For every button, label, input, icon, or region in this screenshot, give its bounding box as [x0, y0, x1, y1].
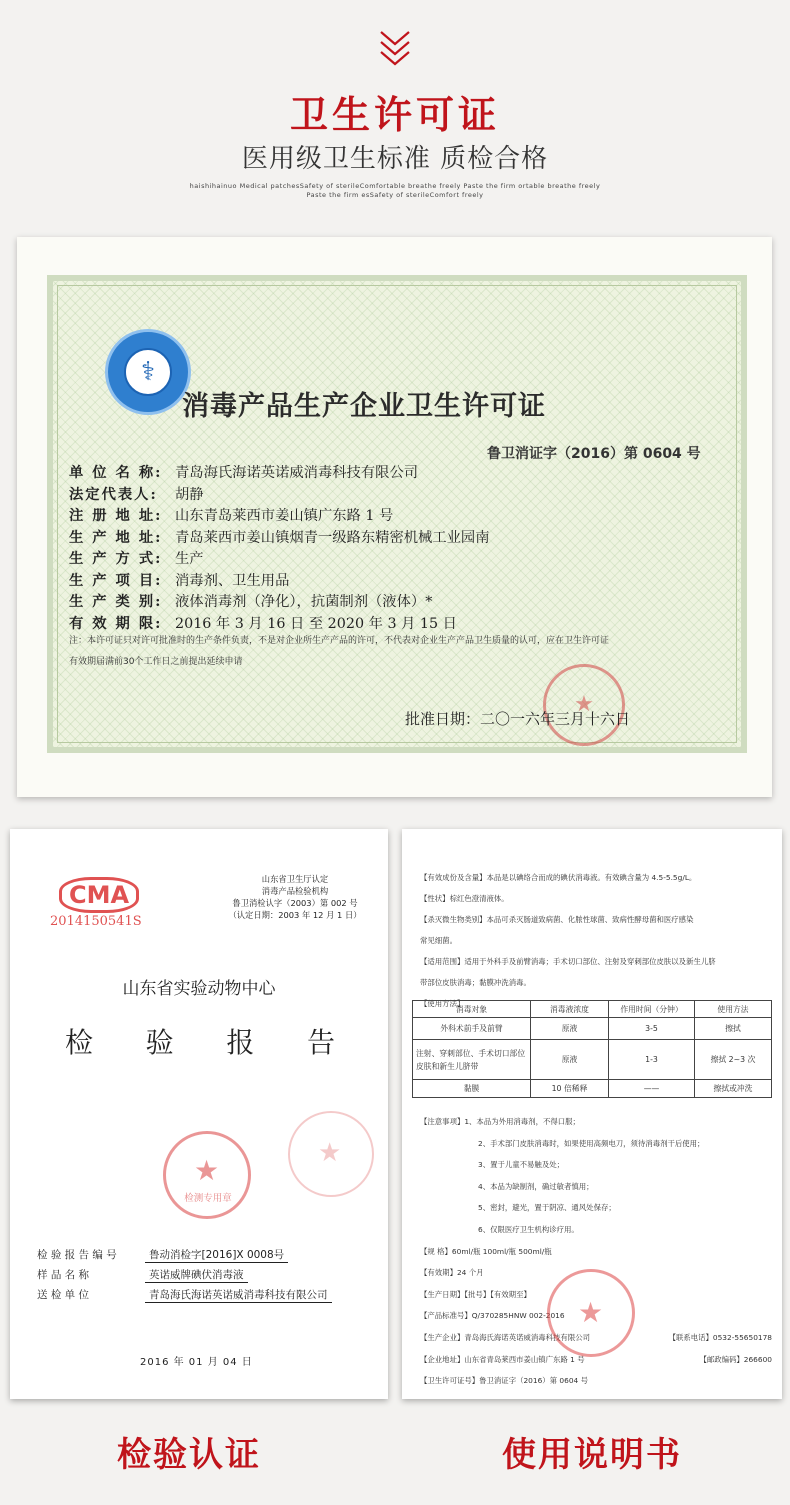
table-header: 消毒液浓度 [531, 1001, 609, 1018]
table-header: 使用方法 [695, 1001, 772, 1018]
authority-line: （认定日期：2003 年 12 月 1 日） [228, 910, 362, 920]
field-label: 样 品 名 称 [37, 1269, 90, 1281]
report-title-char: 报 [226, 1026, 255, 1059]
manual-line: 【杀灭微生物类别】本品可杀灭肠道致病菌、化脓性球菌、致病性酵母菌和医疗感染 [420, 915, 694, 924]
note-item: 6、仅限医疗卫生机构诊疗用。 [478, 1224, 579, 1234]
table-cell: 黏膜 [413, 1080, 531, 1098]
field-label: 有 效 期 限: [69, 615, 163, 632]
table-cell: 擦拭 [695, 1018, 772, 1040]
table-row [413, 1018, 772, 1040]
inspection-seal-icon [163, 1131, 251, 1219]
report-title [65, 1021, 335, 1061]
field-label: 检 验 报 告 编 号 [37, 1249, 117, 1261]
license-field [69, 570, 490, 592]
table-cell: 1-3 [609, 1040, 695, 1080]
field-label: 注 册 地 址: [69, 508, 163, 524]
table-header-row [413, 1001, 772, 1018]
report-title-char: 告 [306, 1026, 335, 1059]
instruction-manual [402, 829, 782, 1399]
license-field [69, 527, 490, 549]
testing-center-name: 山东省实验动物中心 [122, 979, 276, 999]
field-value: 青岛海氏海诺英诺威消毒科技有限公司 [145, 1288, 332, 1303]
authority-line: 消毒产品检验机构 [261, 886, 329, 896]
license-note [69, 631, 729, 673]
field-value: 鲁动消检字[2016]X 0008号 [145, 1248, 288, 1263]
table-cell: 擦拭 2~3 次 [695, 1040, 772, 1080]
caption-inspection: 检验认证 [117, 1435, 261, 1475]
authority-line: 山东省卫生厅认定 [261, 874, 329, 884]
notes-label: 【注意事项】1、本品为外用消毒剂，不得口服； [420, 1117, 580, 1126]
field-label: 生 产 地 址: [69, 529, 163, 546]
contact-phone: 【联系电话】0532-55650178 [668, 1332, 772, 1342]
manual-line: 【使用方法】 [420, 999, 465, 1008]
caption-manual: 使用说明书 [502, 1435, 682, 1475]
field-value: 山东青岛莱西市姜山镇广东路 1 号 [175, 508, 394, 524]
approval-date: 批准日期：二〇一六年三月十六日 [405, 710, 631, 728]
manufacturer: 【生产企业】青岛海氏海诺英诺威消毒科技有限公司 [420, 1332, 590, 1342]
table-row [413, 1080, 772, 1098]
authority-block [215, 873, 375, 921]
company-seal-icon [547, 1269, 635, 1357]
company-address: 【企业地址】山东省青岛莱西市姜山镇广东路 1 号 [420, 1354, 585, 1364]
license-field [69, 548, 490, 570]
english-tagline [150, 182, 640, 200]
star-icon: ★ [194, 1154, 220, 1187]
english-tagline-line1: haishihainuo Medical patchesSafety of sterileComfortable breathe freely Paste the firm ortable breathe freely [189, 182, 601, 190]
table-header: 消毒对象 [413, 1001, 531, 1018]
star-icon: ★ [578, 1296, 604, 1329]
postcode: 【邮政编码】266600 [699, 1354, 772, 1364]
inspection-report [10, 829, 388, 1399]
authority-line: 鲁卫消检认字（2003）第 002 号 [232, 898, 358, 908]
table-cell: 原液 [531, 1018, 609, 1040]
official-seal-icon: ★ [543, 664, 625, 746]
manual-line: 【卫生许可证号】鲁卫消证字（2016）第 0604 号 [420, 1376, 588, 1386]
manual-top-text [420, 867, 772, 1014]
manual-line: 【有效成份及含量】本品是以碘络合而成的碘伏消毒液。有效碘含量为 4.5-5.5g/L。 [420, 873, 697, 882]
table-header: 作用时间（分钟） [609, 1001, 695, 1018]
manual-line: 【有效期】24 个月 [420, 1268, 484, 1278]
field-value: 消毒剂、卫生用品 [175, 572, 290, 589]
report-field [37, 1287, 332, 1307]
chevron-down-icon [379, 28, 411, 68]
field-value: 液体消毒剂（净化），抗菌制剂（液体）* [175, 594, 433, 610]
note-item: 3、置于儿童不易触及处； [478, 1160, 565, 1170]
report-field [37, 1267, 332, 1287]
table-cell: 原液 [531, 1040, 609, 1080]
report-field [37, 1247, 332, 1267]
field-value: 青岛莱西市姜山镇烟青一级路东精密机械工业园南 [175, 529, 490, 546]
field-label: 生 产 项 目: [69, 572, 163, 589]
star-icon: ★ [318, 1138, 342, 1168]
report-title-char: 验 [145, 1026, 174, 1059]
manual-line: 【产品标准号】Q/370285HNW 002-2016 [420, 1311, 565, 1321]
faint-seal-icon [288, 1111, 374, 1197]
manual-line: 【规 格】60ml/瓶 100ml/瓶 500ml/瓶 [420, 1246, 552, 1256]
note-item: 2、手术部门皮肤消毒时，如果使用高频电刀，须待消毒剂干后使用； [478, 1138, 705, 1148]
field-value: 英诺威牌碘伏消毒液 [145, 1268, 248, 1283]
table-cell: 外科术前手及前臂 [413, 1018, 531, 1040]
cma-mark: CMA [59, 877, 139, 913]
manual-line: 【生产日期】【批号】【有效期至】 [420, 1289, 531, 1299]
manual-line: 常见细菌。 [420, 936, 457, 945]
report-fields [37, 1247, 332, 1307]
manual-line: 带部位皮肤消毒；黏膜冲洗消毒。 [420, 978, 531, 987]
page-title: 卫生许可证 [289, 93, 500, 137]
license-number: 鲁卫消证字（2016）第 0604 号 [487, 446, 701, 462]
field-label: 送 检 单 位 [37, 1289, 90, 1301]
note-item: 4、本品为缺制剂，确过敏者慎用； [478, 1181, 594, 1191]
manual-line: 【适用范围】适用于外科手及前臂消毒；手术切口部位、注射及穿刺部位皮肤以及新生儿脐 [420, 957, 716, 966]
license-field [69, 505, 490, 527]
note-item: 5、密封，避光，置于阴凉、通风处保存； [478, 1203, 616, 1213]
manual-line: 【性状】棕红色澄清液体。 [420, 894, 509, 903]
license-fields [69, 462, 490, 634]
table-row [413, 1040, 772, 1080]
report-title-char: 检 [65, 1026, 94, 1059]
table-cell: 注射、穿刺部位、手术切口部位皮肤和新生儿脐带 [413, 1040, 531, 1080]
health-emblem-icon [105, 329, 191, 415]
report-date: 2016 年 01 月 04 日 [140, 1357, 253, 1368]
field-value: 生产 [175, 551, 204, 567]
table-cell: —— [609, 1080, 695, 1098]
license-field [69, 591, 490, 613]
page-subtitle: 医用级卫生标准 质检合格 [241, 144, 549, 174]
table-cell: 10 倍稀释 [531, 1080, 609, 1098]
license-field [69, 484, 490, 506]
license-title: 消毒产品生产企业卫生许可证 [182, 391, 546, 422]
field-value: 2016 年 3 月 16 日 至 2020 年 3 月 15 日 [175, 615, 457, 632]
license-note-line: 有效期届满前30个工作日之前提出延续申请 [69, 657, 243, 667]
field-label: 生 产 方 式: [69, 551, 163, 567]
hygiene-license-certificate [17, 237, 772, 797]
license-field [69, 462, 490, 484]
usage-table [412, 1000, 772, 1098]
field-label: 法定代表人: [69, 486, 158, 503]
table-cell: 3-5 [609, 1018, 695, 1040]
field-value: 胡静 [175, 486, 204, 503]
field-label: 单 位 名 称: [69, 465, 163, 481]
field-label: 生 产 类 别: [69, 594, 163, 610]
seal-text: 检测专用章 [184, 1193, 232, 1204]
english-tagline-line2: Paste the firm esSafety of sterileComfort freely [306, 191, 484, 199]
emblem-center: ⚕ [124, 348, 172, 396]
cma-number: 2014150541S [50, 914, 142, 929]
license-note-line: 注：本许可证只对许可批准时的生产条件负责，不是对企业所生产产品的许可，不代表对企业生产产品卫生质量的认可，应在卫生许可证 [69, 636, 610, 646]
table-cell: 擦拭或冲洗 [695, 1080, 772, 1098]
field-value: 青岛海氏海诺英诺威消毒科技有限公司 [175, 465, 419, 481]
